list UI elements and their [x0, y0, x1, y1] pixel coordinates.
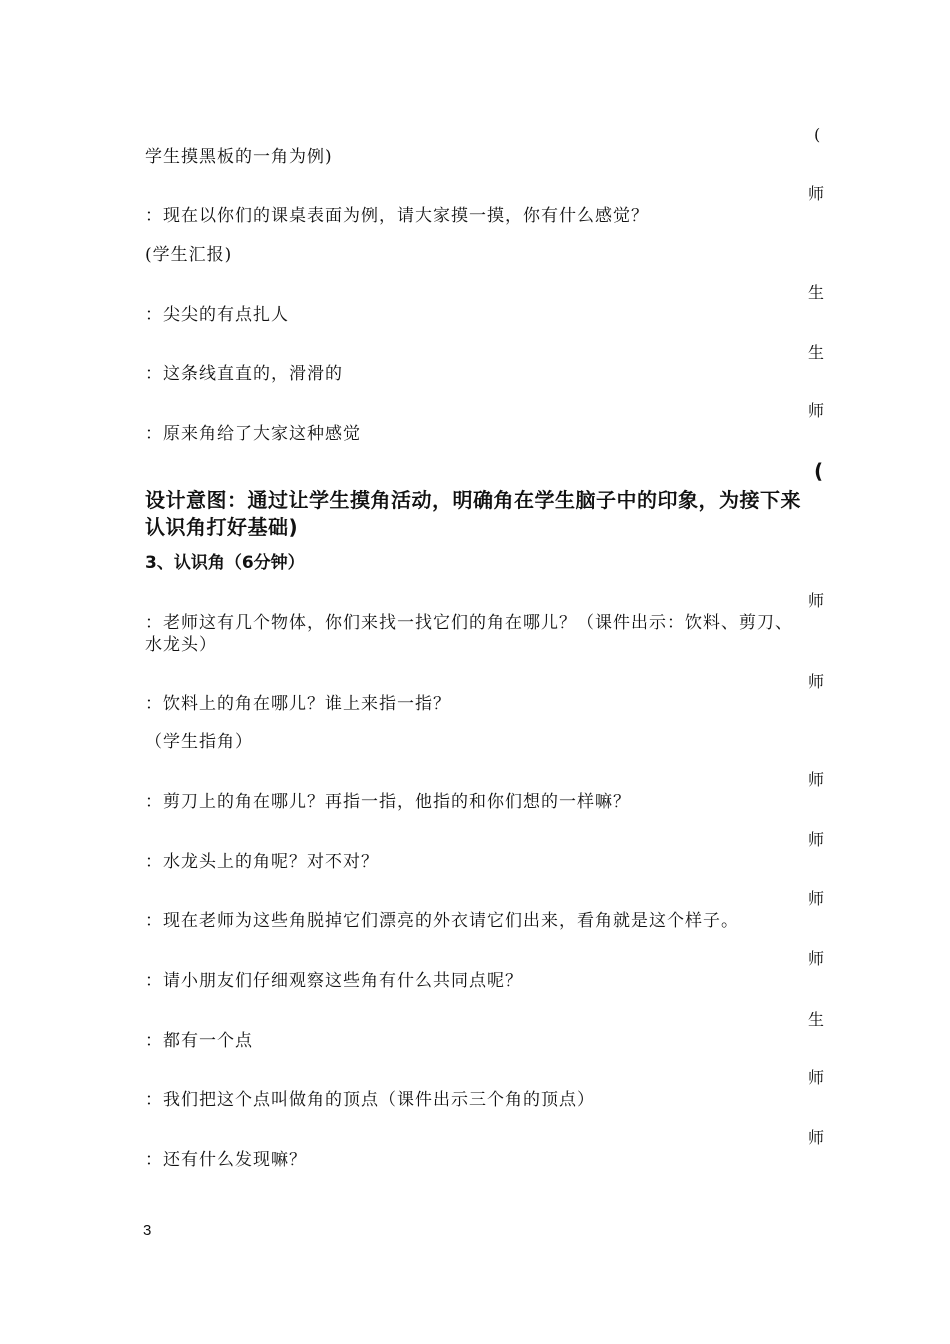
body-line: ：都有一个点 [145, 1031, 253, 1051]
body-line: ：老师这有几个物体，你们来找一找它们的角在哪儿？（课件出示：饮料、剪刀、水龙头） [145, 613, 793, 655]
body-line: ：尖尖的有点扎人 [145, 305, 289, 325]
body-line: （学生指角） [145, 732, 253, 752]
side-label-teacher: 师 [808, 830, 825, 849]
side-label-teacher: 师 [808, 672, 825, 691]
side-label-student: 生 [808, 1010, 825, 1029]
body-line: ：现在老师为这些角脱掉它们漂亮的外衣请它们出来，看角就是这个样子。 [145, 911, 739, 931]
side-label-teacher: 师 [808, 184, 825, 203]
body-line: ：水龙头上的角呢？对不对？ [145, 852, 379, 872]
side-label-teacher: 师 [808, 401, 825, 420]
body-line: ：这条线直直的，滑滑的 [145, 364, 343, 384]
side-label-teacher: 师 [808, 1068, 825, 1087]
section-heading: 3、认识角（6分钟） [145, 553, 305, 573]
body-line: 学生摸黑板的一角为例) [145, 147, 333, 167]
side-label-student: 生 [808, 283, 825, 302]
body-line: ：剪刀上的角在哪儿？再指一指，他指的和你们想的一样嘛？ [145, 792, 631, 812]
side-label-teacher: 师 [808, 889, 825, 908]
design-intent-heading: 设计意图：通过让学生摸角活动，明确角在学生脑子中的印象，为接下来认识角打好基础) [145, 488, 801, 539]
side-paren-open-1: ( [814, 125, 821, 144]
body-line: (学生汇报) [145, 245, 233, 265]
side-label-teacher: 师 [808, 949, 825, 968]
body-line: ：请小朋友们仔细观察这些角有什么共同点呢？ [145, 971, 523, 991]
body-line: ：还有什么发现嘛？ [145, 1150, 307, 1170]
body-line: ：原来角给了大家这种感觉 [145, 424, 361, 444]
side-paren-open-2: ( [814, 459, 824, 483]
body-line: ：饮料上的角在哪儿？谁上来指一指？ [145, 694, 451, 714]
body-line: ：我们把这个点叫做角的顶点（课件出示三个角的顶点） [145, 1090, 595, 1110]
body-line: ：现在以你们的课桌表面为例，请大家摸一摸，你有什么感觉？ [145, 206, 649, 226]
side-label-teacher: 师 [808, 1128, 825, 1147]
page-number: 3 [143, 1222, 152, 1239]
side-label-teacher: 师 [808, 770, 825, 789]
side-label-student: 生 [808, 343, 825, 362]
side-label-teacher: 师 [808, 591, 825, 610]
